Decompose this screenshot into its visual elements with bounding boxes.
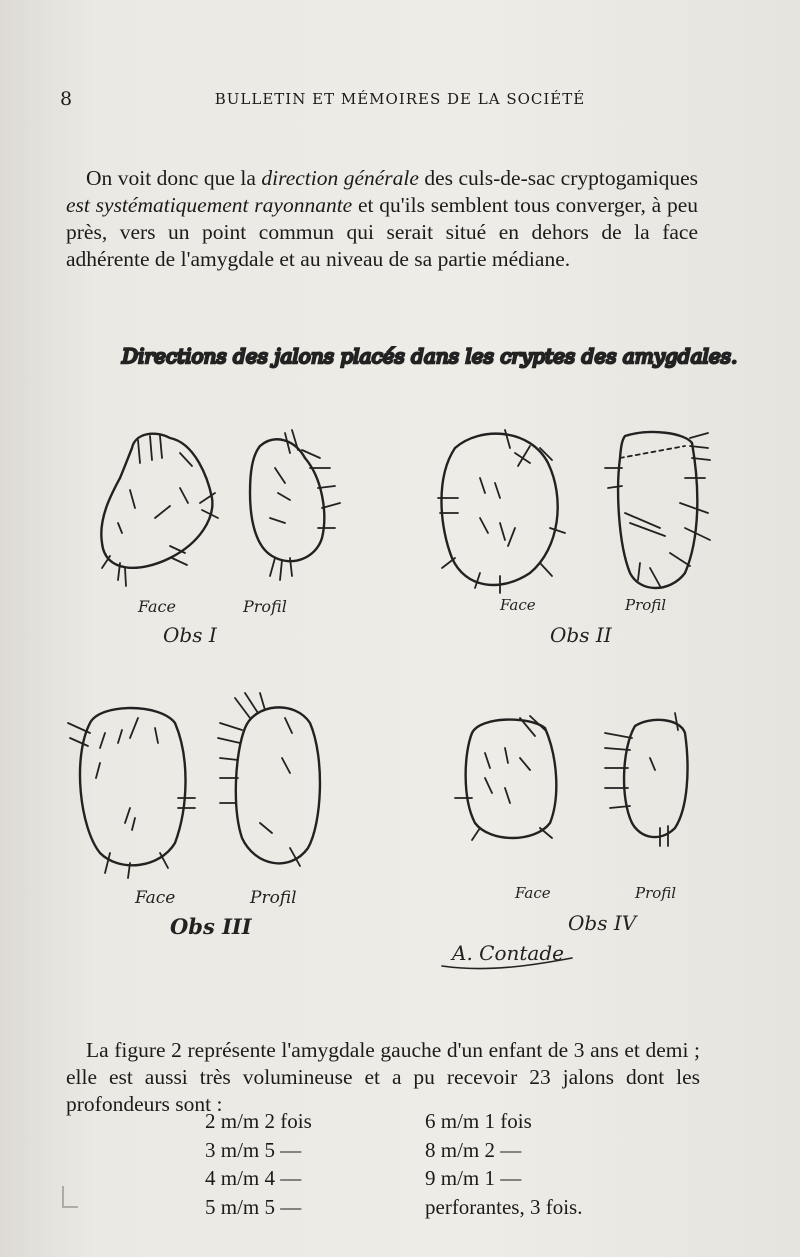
obs1-profil-label: Profil [243,597,287,616]
depth-row: 8 m/m 2 — [425,1137,522,1162]
obs3-profil-jalons [218,693,300,866]
obs1-profil-outline [250,439,324,561]
obs2-face-label: Face [500,596,536,614]
obs2-label: Obs II [550,623,612,647]
depth-row: 4 m/m 4 — [205,1166,302,1190]
obs4-profil-outline [624,720,687,837]
depth-row: 3 m/m 5 — [205,1137,302,1162]
page-header [60,88,740,118]
obs1-face-outline [101,434,212,568]
obs3-face-jalons [68,718,195,878]
p1-text-3: et qu'ils semblent tous converger, à peu près, vers un point commun qui serait situé en dehors de la face adhérente de l'amygdale et au niveau de sa partie médiane. [66,192,698,271]
obs4-profil-label: Profil [635,884,677,902]
depth-row: 6 m/m 1 fois [425,1109,532,1133]
p1-text-1: On voit donc que la [86,165,262,190]
running-head: BULLETIN ET MÉMOIRES DE LA SOCIÉTÉ [214,90,586,108]
obs4-face-label: Face [515,884,551,902]
tonsil-diagram-figure [60,318,740,978]
depth-row: 2 m/m 2 fois [205,1109,312,1133]
obs3-profil-outline [236,707,320,863]
tonsil-diagram [60,318,740,978]
obs4-label: Obs IV [568,911,637,935]
depth-row: 9 m/m 1 — [425,1166,522,1190]
obs4-profil-jalons [605,713,678,846]
p1-text-2: des culs-de-sac cryptogamiques [418,165,698,190]
obs2-profil-label: Profil [625,596,667,614]
obs3-face-label: Face [135,888,176,908]
depth-row: perforantes, 3 fois. [425,1194,583,1219]
paragraph-figure-2 [66,1037,700,1118]
obs1-face-label: Face [138,597,176,616]
p2-text: La figure 2 représente l'amygdale gauche d'un enfant de 3 ans et demi ; elle est aussi très volumineuse et a pu recevoir 23 jalons dont les profondeurs sont : [66,1037,700,1116]
paragraph-directions [66,165,698,273]
obs3-profil-label: Profil [250,888,297,908]
page-number: 8 [60,88,74,110]
depths-column-right [425,1107,582,1221]
obs4-face-outline [466,720,557,838]
margin-mark [62,1186,78,1208]
depth-row: 5 m/m 5 — [205,1194,302,1219]
obs4-face-jalons [455,716,552,840]
obs1-label: Obs I [163,623,217,647]
artist-signature: A. Contade [452,941,564,965]
p1-emphasis-1: direction générale [261,165,419,190]
depths-column-left [205,1107,312,1221]
p1-emphasis-2: est systématiquement rayonnante [66,192,353,217]
obs3-label: Obs III [170,914,252,939]
figure-caption: Directions des jalons placés dans les cryptes des amygdales. [122,344,738,368]
